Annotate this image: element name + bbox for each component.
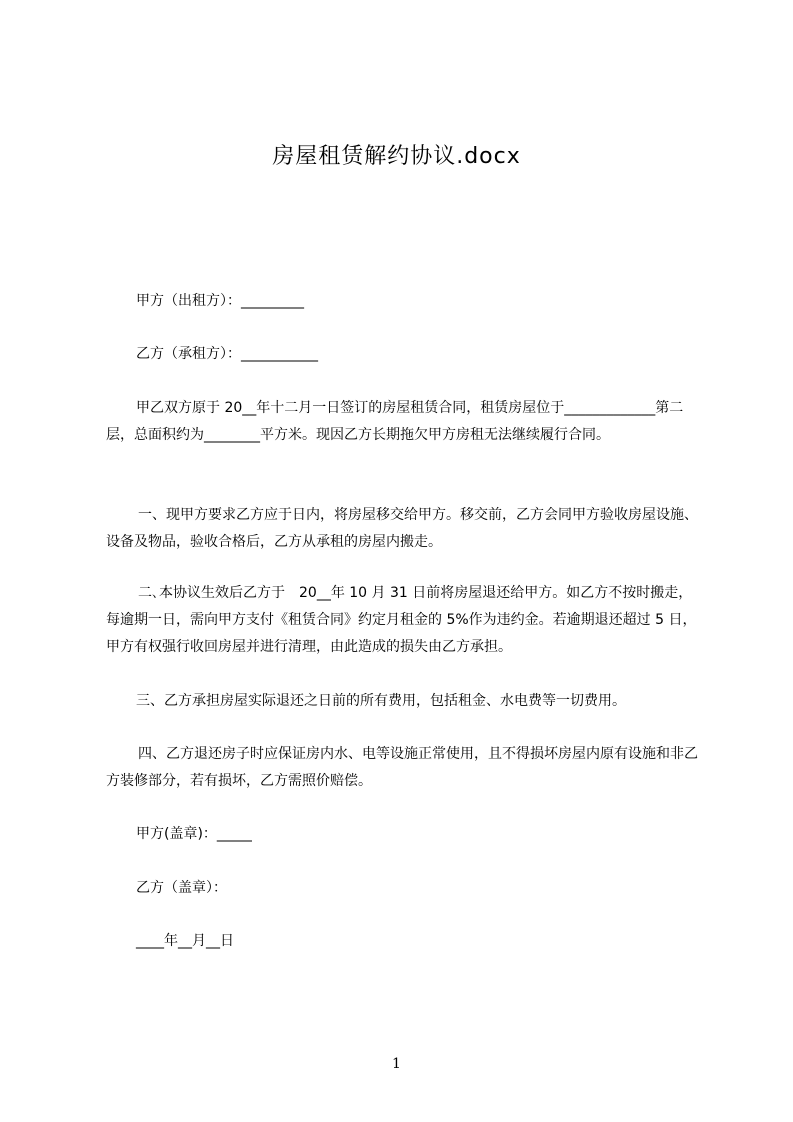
intro-paragraph: 甲乙双方原于 20__年十二月一日签订的房屋租赁合同，租赁房屋位于_____________第二层，总面积约为________平方米。现因乙方长期拖欠甲方房租无法继续履行合同。 (106, 400, 684, 443)
party-a-line: 甲方（出租方）：_________ (136, 293, 304, 309)
date-line: ____年__月__日 (136, 933, 234, 949)
seal-a-line: 甲方(盖章)：_____ (136, 826, 252, 842)
seal-b-line: 乙方（盖章）： (136, 880, 227, 896)
clause-4: 四、乙方退还房子时应保证房内水、电等设施正常使用，且不得损坏房屋内原有设施和非乙方装修部分，若有损坏，乙方需照价赔偿。 (106, 746, 698, 789)
clause-3: 三、乙方承担房屋实际退还之日前的所有费用，包括租金、水电费等一切费用。 (136, 693, 626, 709)
clause-1: 一、现甲方要求乙方应于日内，将房屋移交给甲方。移交前，乙方会同甲方验收房屋设施、设备及物品，验收合格后，乙方从承租的房屋内搬走。 (106, 507, 698, 550)
document-title: 房屋租赁解约协议.docx (272, 144, 521, 169)
page-number: 1 (392, 1056, 401, 1072)
party-b-line: 乙方（承租方）：___________ (136, 346, 318, 362)
clause-2: 二､本协议生效后乙方于 20__年 10 月 31 日前将房屋退还给甲方。如乙方不按时搬走，每逾期一日，需向甲方支付《租赁合同》约定月租金的 5%作为违约金。若逾期退还超过 5 日，甲方有权强行收回房屋并进行清理，由此造成的损失由乙方承担。 (106, 585, 697, 655)
